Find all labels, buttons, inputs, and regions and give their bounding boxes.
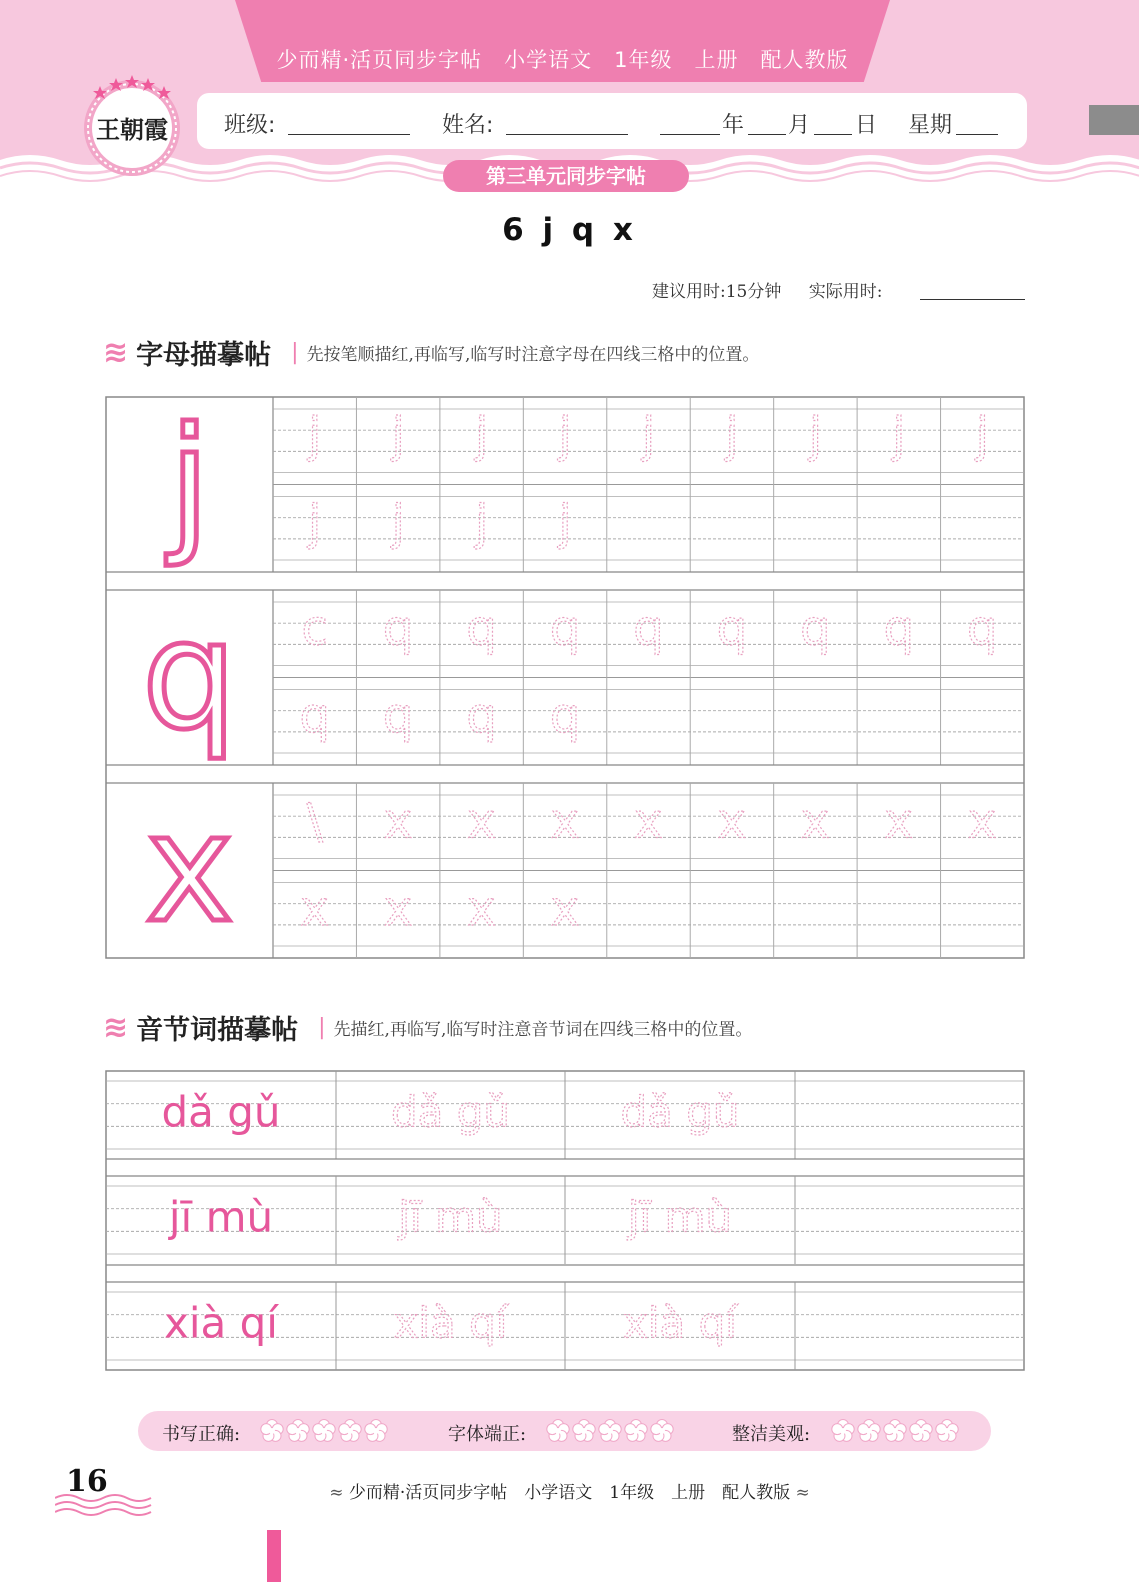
- trace-letter: x: [383, 880, 413, 937]
- trace-letter: j: [558, 407, 572, 464]
- trace-letter: q: [466, 600, 497, 657]
- rating-flower-icon[interactable]: [884, 1420, 906, 1442]
- unit-label: 第三单元同步字帖: [443, 160, 689, 192]
- waves-icon: ≋: [103, 335, 129, 370]
- words-section-instruction: 先描红,再临写,临写时注意音节词在四线三格中的位置。: [333, 1020, 753, 1040]
- month-label: 月: [788, 113, 811, 138]
- trace-word: xià qí: [393, 1298, 508, 1348]
- trace-letter: j: [975, 407, 989, 464]
- trace-letter: q: [967, 600, 998, 657]
- model-word: xià qí: [164, 1298, 278, 1348]
- rating-correct-label: 书写正确:: [162, 1424, 241, 1445]
- rating-flower-icon[interactable]: [651, 1420, 673, 1442]
- rating-flower-icon[interactable]: [625, 1420, 647, 1442]
- letters-section-instruction: 先按笔顺描红,再临写,临写时注意字母在四线三格中的位置。: [306, 345, 760, 365]
- trace-letter: x: [968, 793, 997, 850]
- divider: |: [291, 340, 299, 365]
- trace-letter: q: [299, 687, 330, 744]
- rating-flower-icon[interactable]: [599, 1420, 621, 1442]
- rating-flower-icon[interactable]: [936, 1420, 958, 1442]
- binding-mark: [267, 1530, 281, 1582]
- trace-letter: j: [892, 407, 906, 464]
- trace-word: xià qí: [623, 1298, 737, 1348]
- trace-letter: j: [391, 407, 405, 464]
- trace-letter: j: [558, 494, 572, 551]
- model-word: jī mù: [168, 1192, 274, 1242]
- trace-letter: q: [800, 600, 831, 657]
- trace-letter: x: [634, 793, 663, 850]
- trace-letter: x: [717, 793, 747, 850]
- trace-letter: x: [467, 880, 496, 937]
- divider: |: [318, 1015, 326, 1040]
- rating-flower-icon[interactable]: [339, 1420, 361, 1442]
- trace-word: dǎ gǔ: [390, 1087, 511, 1137]
- trace-letter: j: [808, 407, 823, 464]
- rating-flower-icon[interactable]: [287, 1420, 309, 1442]
- footer-series: 少而精·活页同步字帖 小学语文 1年级 上册 配人教版: [348, 1483, 791, 1503]
- letters-section-heading: 字母描摹帖: [136, 340, 272, 371]
- footer-text: [0, 1478, 1139, 1503]
- class-label: 班级:: [224, 113, 276, 138]
- rating-flower-icon[interactable]: [858, 1420, 880, 1442]
- trace-word: jī mù: [627, 1192, 733, 1242]
- trace-letter: q: [382, 687, 414, 744]
- model-letter: x: [145, 782, 234, 956]
- rating-flower-icon[interactable]: [547, 1420, 569, 1442]
- trace-letter: j: [308, 494, 322, 551]
- trace-letter: x: [383, 793, 413, 850]
- waves-icon: ≈: [329, 1483, 349, 1503]
- rating-flowers: [0, 1411, 1139, 1451]
- year-label: 年: [722, 113, 745, 138]
- trace-letter: j: [725, 407, 739, 464]
- trace-letter: j: [474, 494, 489, 551]
- trace-word: jī mù: [398, 1192, 503, 1242]
- trace-letter: j: [641, 407, 656, 464]
- trace-letter: q: [549, 687, 581, 744]
- rating-flower-icon[interactable]: [261, 1420, 283, 1442]
- rating-flower-icon[interactable]: [832, 1420, 854, 1442]
- waves-icon: ≋: [103, 1010, 129, 1045]
- rating-flower-icon[interactable]: [365, 1420, 387, 1442]
- trace-letter: x: [300, 880, 329, 937]
- waves-icon: ≈: [790, 1483, 810, 1503]
- words-section-heading-row: [103, 1008, 752, 1047]
- trace-letter: j: [391, 494, 405, 551]
- week-label: 星期: [908, 113, 953, 138]
- rating-flower-icon[interactable]: [910, 1420, 932, 1442]
- model-word: dǎ gǔ: [161, 1087, 281, 1137]
- trace-letter: q: [466, 687, 497, 744]
- actual-time-label: 实际用时:: [808, 282, 883, 302]
- trace-letter: j: [474, 407, 489, 464]
- rating-flower-icon[interactable]: [573, 1420, 595, 1442]
- trace-letter: q: [549, 600, 581, 657]
- trace-letter: x: [467, 793, 496, 850]
- day-label: 日: [855, 113, 878, 138]
- series-title: 少而精·活页同步字帖 小学语文 1年级 上册 配人教版: [276, 48, 849, 72]
- trace-letter: x: [550, 880, 580, 937]
- trace-letter: q: [382, 600, 414, 657]
- trace-letter: x: [801, 793, 830, 850]
- trace-letter: q: [633, 600, 664, 657]
- page-number: 16: [66, 1464, 108, 1499]
- trace-letter: q: [883, 600, 915, 657]
- model-letter: q: [141, 589, 238, 763]
- trace-letter: j: [308, 407, 322, 464]
- suggested-time: 建议用时:15分钟: [652, 282, 782, 302]
- trace-letter: x: [550, 793, 580, 850]
- trace-letter: q: [716, 600, 748, 657]
- model-letter: j: [168, 396, 211, 570]
- rating-clean-label: 整洁美观:: [732, 1424, 811, 1445]
- svg-text:王朝霞: 王朝霞: [96, 116, 168, 144]
- rating-flower-icon[interactable]: [313, 1420, 335, 1442]
- trace-letter: \: [306, 793, 323, 850]
- trace-letter: c: [301, 600, 328, 657]
- lesson-title: 6 j q x: [502, 212, 637, 248]
- trace-word: dǎ gǔ: [620, 1087, 740, 1137]
- trace-letter: x: [884, 793, 914, 850]
- words-section-heading: 音节词描摹帖: [136, 1015, 299, 1046]
- rating-neat-label: 字体端正:: [448, 1424, 527, 1445]
- name-label: 姓名:: [442, 113, 494, 138]
